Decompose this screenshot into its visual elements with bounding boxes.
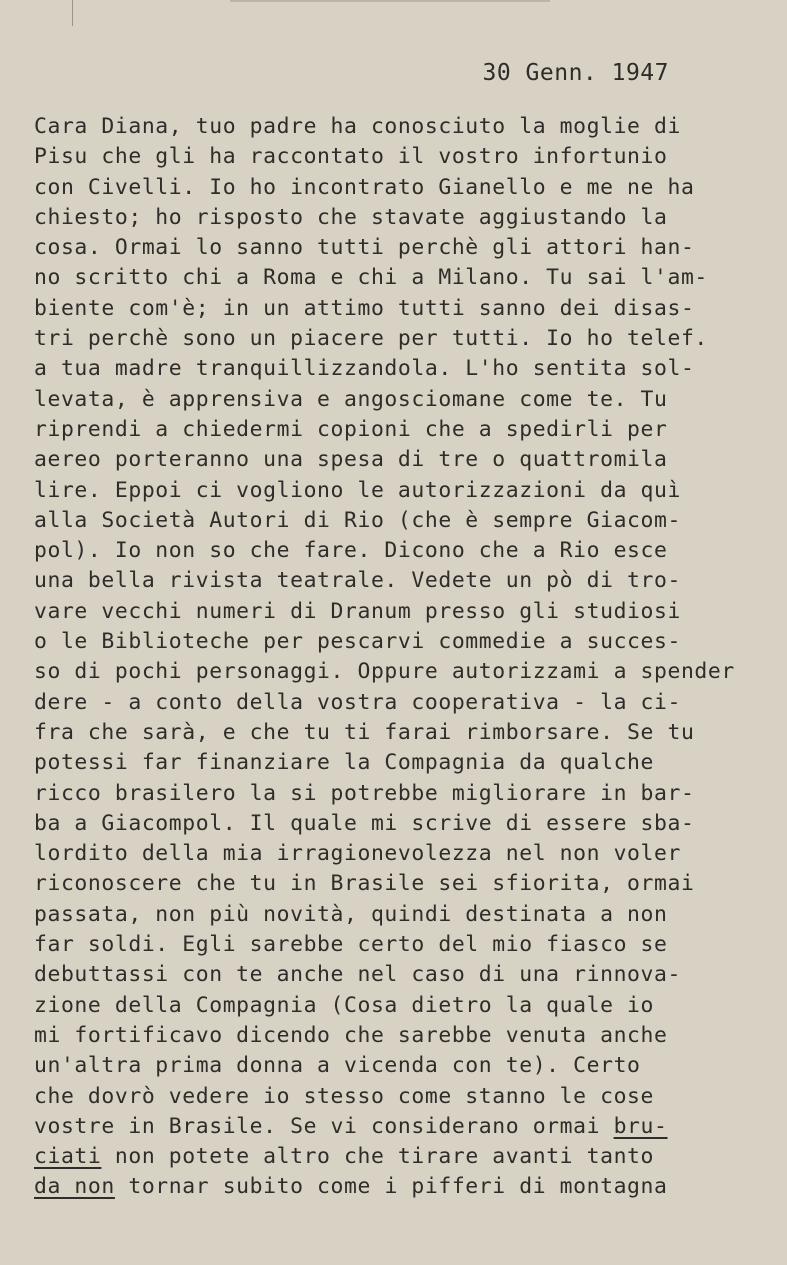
letter-line: potessi far finanziare la Compagnia da qualche bbox=[34, 750, 654, 776]
letter-line: dere - a conto della vostra cooperativa - la ci- bbox=[34, 689, 681, 715]
letter-line: aereo porteranno una spesa di tre o quattromila bbox=[34, 447, 668, 473]
letter-line: a tua madre tranquillizzandola. L'ho sentita sol- bbox=[34, 356, 695, 382]
letter-line: lordito della mia irragionevolezza nel non voler bbox=[34, 841, 681, 867]
letter-line: debuttassi con te anche nel caso di una rinnova- bbox=[34, 962, 681, 988]
letter-line: lire. Eppoi ci vogliono le autorizzazioni da quì bbox=[34, 477, 681, 503]
letter-line bbox=[34, 1172, 779, 1202]
letter-line: Pisu che gli ha raccontato il vostro infortunio bbox=[34, 144, 668, 170]
letter-date: 30 Genn. 1947 bbox=[482, 60, 669, 86]
letter-line: zione della Compagnia (Cosa dietro la quale io bbox=[34, 992, 654, 1018]
letter-body bbox=[34, 112, 779, 1203]
letter-line bbox=[34, 1112, 779, 1142]
paper-top-shadow bbox=[230, 0, 550, 2]
letter-line-text: non potete altro che tirare avanti tanto bbox=[101, 1144, 655, 1170]
letter-line: far soldi. Egli sarebbe certo del mio fiasco se bbox=[34, 932, 668, 958]
underlined-word: bru- bbox=[613, 1113, 668, 1139]
letter-line: ba a Giacompol. Il quale mi scrive di essere sba- bbox=[34, 810, 695, 836]
letter-line: riconoscere che tu in Brasile sei sfiorita, ormai bbox=[34, 871, 695, 897]
letter-line: fra che sarà, e che tu ti farai rimborsare. Se tu bbox=[34, 719, 695, 745]
letter-line: riprendi a chiedermi copioni che a spedirli per bbox=[34, 416, 668, 442]
letter-line-text: vostre in Brasile. Se vi considerano ormai bbox=[34, 1113, 614, 1139]
letter-line: Cara Diana, tuo padre ha conosciuto la moglie di bbox=[34, 114, 681, 139]
letter-line: passata, non più novità, quindi destinata a non bbox=[34, 901, 668, 927]
letter-line: cosa. Ormai lo sanno tutti perchè gli attori han- bbox=[34, 235, 695, 261]
underlined-word: da non bbox=[34, 1174, 115, 1200]
letter-line: vare vecchi numeri di Dranum presso gli studiosi bbox=[34, 598, 681, 624]
letter-line: ricco brasilero la si potrebbe migliorare in bar- bbox=[34, 780, 695, 806]
letter-line: levata, è apprensiva e angosciomane come te. Tu bbox=[34, 386, 668, 412]
letter-line: una bella rivista teatrale. Vedete un pò di tro- bbox=[34, 568, 681, 594]
letter-line: so di pochi personaggi. Oppure autorizzami a spender bbox=[34, 659, 735, 685]
letter-line: mi fortificavo dicendo che sarebbe venuta anche bbox=[34, 1022, 668, 1048]
letter-line: tri perchè sono un piacere per tutti. Io ho telef. bbox=[34, 326, 708, 352]
letter-line bbox=[34, 1142, 779, 1172]
letter-line: pol). Io non so che fare. Dicono che a Rio esce bbox=[34, 538, 668, 564]
letter-line: chiesto; ho risposto che stavate aggiustando la bbox=[34, 204, 668, 230]
letter-line: no scritto chi a Roma e chi a Milano. Tu sai l'am- bbox=[34, 265, 708, 291]
letter-line: biente com'è; in un attimo tutti sanno dei disas- bbox=[34, 295, 695, 321]
underlined-word: ciati bbox=[34, 1144, 102, 1170]
letter-line: con Civelli. Io ho incontrato Gianello e me ne ha bbox=[34, 174, 695, 200]
letter-line: o le Biblioteche per pescarvi commedie a succes- bbox=[34, 629, 681, 655]
letter-line: che dovrò vedere io stesso come stanno le cose bbox=[34, 1083, 654, 1109]
letter-line-text: tornar subito come i pifferi di montagna bbox=[114, 1174, 668, 1200]
letter-line: alla Società Autori di Rio (che è sempre Giacom- bbox=[34, 507, 681, 533]
paper-edge-mark bbox=[72, 0, 79, 26]
letter-line: un'altra prima donna a vicenda con te). Certo bbox=[34, 1053, 641, 1079]
